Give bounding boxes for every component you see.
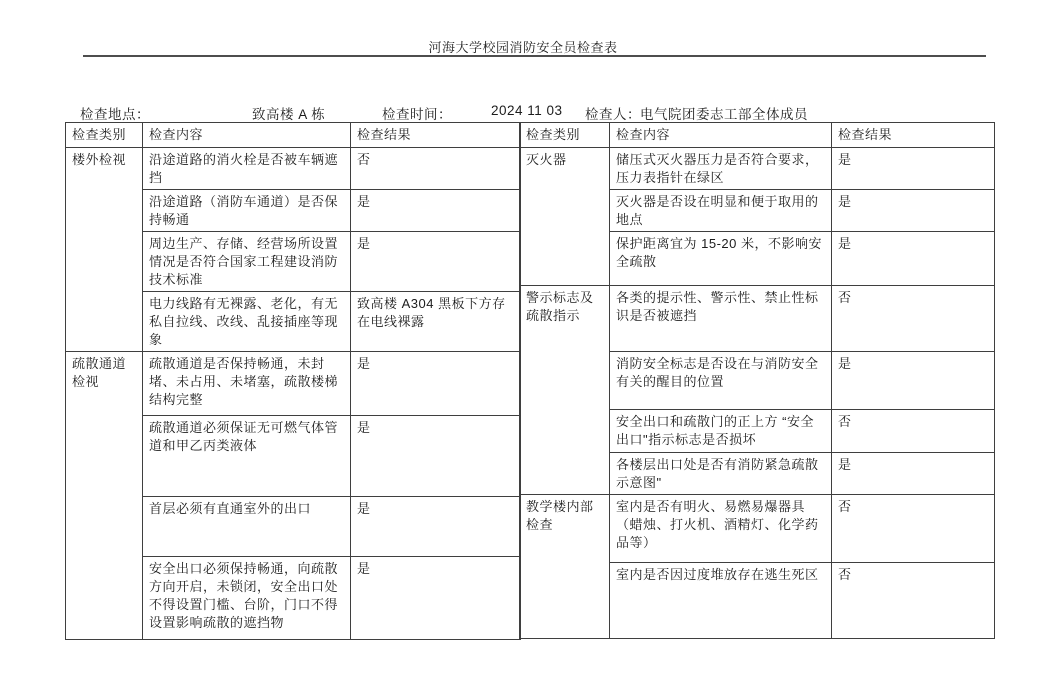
result-cell: 是	[351, 190, 521, 232]
inspection-time-value: 2024 11 03	[491, 103, 563, 118]
content-cell: 储压式灭火器压力是否符合要求，压力表指针在绿区	[610, 148, 832, 190]
table-row	[520, 286, 995, 352]
table-row	[520, 495, 995, 563]
content-cell: 保护距离宜为 15-20 米，不影响安全疏散	[610, 232, 832, 286]
result-cell: 是	[351, 232, 521, 292]
category-cell: 楼外检视	[66, 148, 143, 352]
inspection-time-label: 检查时间：	[382, 107, 452, 122]
result-cell: 否	[832, 286, 995, 352]
inspection-table-left	[65, 122, 521, 640]
result-cell: 是	[351, 416, 521, 497]
content-cell: 安全出口必须保持畅通，向疏散方向开启，未锁闭，安全出口处不得设置门槛、台阶，门口不得设置影响疏散的遮挡物	[143, 557, 351, 640]
header-cell-content: 检查内容	[143, 123, 351, 148]
table-header-row	[66, 123, 521, 148]
result-cell: 是	[832, 190, 995, 232]
inspector-value: 电气院团委志工部全体成员	[640, 107, 808, 122]
table-row	[66, 352, 521, 416]
title-underline	[83, 55, 986, 57]
document-title: 河海大学校园消防安全员检查表	[428, 40, 618, 55]
content-cell: 疏散通道必须保证无可燃气体管道和甲乙丙类液体	[143, 416, 351, 497]
inspection-table-right	[519, 122, 995, 639]
content-cell: 各楼层出口处是否有消防紧急疏散示意图"	[610, 453, 832, 495]
content-cell: 首层必须有直通室外的出口	[143, 497, 351, 557]
result-cell: 致高楼 A304 黑板下方存在电线裸露	[351, 292, 521, 352]
result-cell: 是	[351, 352, 521, 416]
result-cell: 是	[832, 148, 995, 190]
category-cell: 疏散通道检视	[66, 352, 143, 640]
result-cell: 否	[832, 563, 995, 639]
content-cell: 室内是否因过度堆放存在逃生死区	[610, 563, 832, 639]
result-cell: 否	[832, 410, 995, 453]
result-cell: 是	[832, 232, 995, 286]
result-cell: 是	[351, 557, 521, 640]
content-cell: 沿途道路（消防车通道）是否保持畅通	[143, 190, 351, 232]
header-cell-result: 检查结果	[832, 123, 995, 148]
content-cell: 沿途道路的消火栓是否被车辆遮挡	[143, 148, 351, 190]
result-cell: 是	[351, 497, 521, 557]
category-cell: 灭火器	[520, 148, 610, 286]
table-header-row	[520, 123, 995, 148]
table-row	[520, 148, 995, 190]
header-cell-category: 检查类别	[66, 123, 143, 148]
content-cell: 消防安全标志是否设在与消防安全有关的醒目的位置	[610, 352, 832, 410]
inspection-location-value: 致高楼 A 栋	[252, 107, 326, 122]
header-cell-content: 检查内容	[610, 123, 832, 148]
result-cell: 是	[832, 453, 995, 495]
category-cell: 警示标志及疏散指示	[520, 286, 610, 495]
content-cell: 疏散通道是否保持畅通，未封堵、未占用、未堵塞，疏散楼梯结构完整	[143, 352, 351, 416]
inspector-label: 检查人：	[585, 107, 641, 122]
result-cell: 否	[832, 495, 995, 563]
header-cell-result: 检查结果	[351, 123, 521, 148]
result-cell: 否	[351, 148, 521, 190]
content-cell: 室内是否有明火、易燃易爆器具（蜡烛、打火机、酒精灯、化学药品等）	[610, 495, 832, 563]
table-row	[66, 148, 521, 190]
category-cell: 教学楼内部检查	[520, 495, 610, 639]
content-cell: 各类的提示性、警示性、禁止性标识是否被遮挡	[610, 286, 832, 352]
content-cell: 安全出口和疏散门的正上方 “安全出口"指示标志是否损坏	[610, 410, 832, 453]
result-cell: 是	[832, 352, 995, 410]
content-cell: 灭火器是否设在明显和便于取用的地点	[610, 190, 832, 232]
content-cell: 周边生产、存储、经营场所设置情况是否符合国家工程建设消防技术标准	[143, 232, 351, 292]
inspection-location-label: 检查地点：	[80, 107, 150, 122]
content-cell: 电力线路有无裸露、老化，有无私自拉线、改线、乱接插座等现象	[143, 292, 351, 352]
header-cell-category: 检查类别	[520, 123, 610, 148]
